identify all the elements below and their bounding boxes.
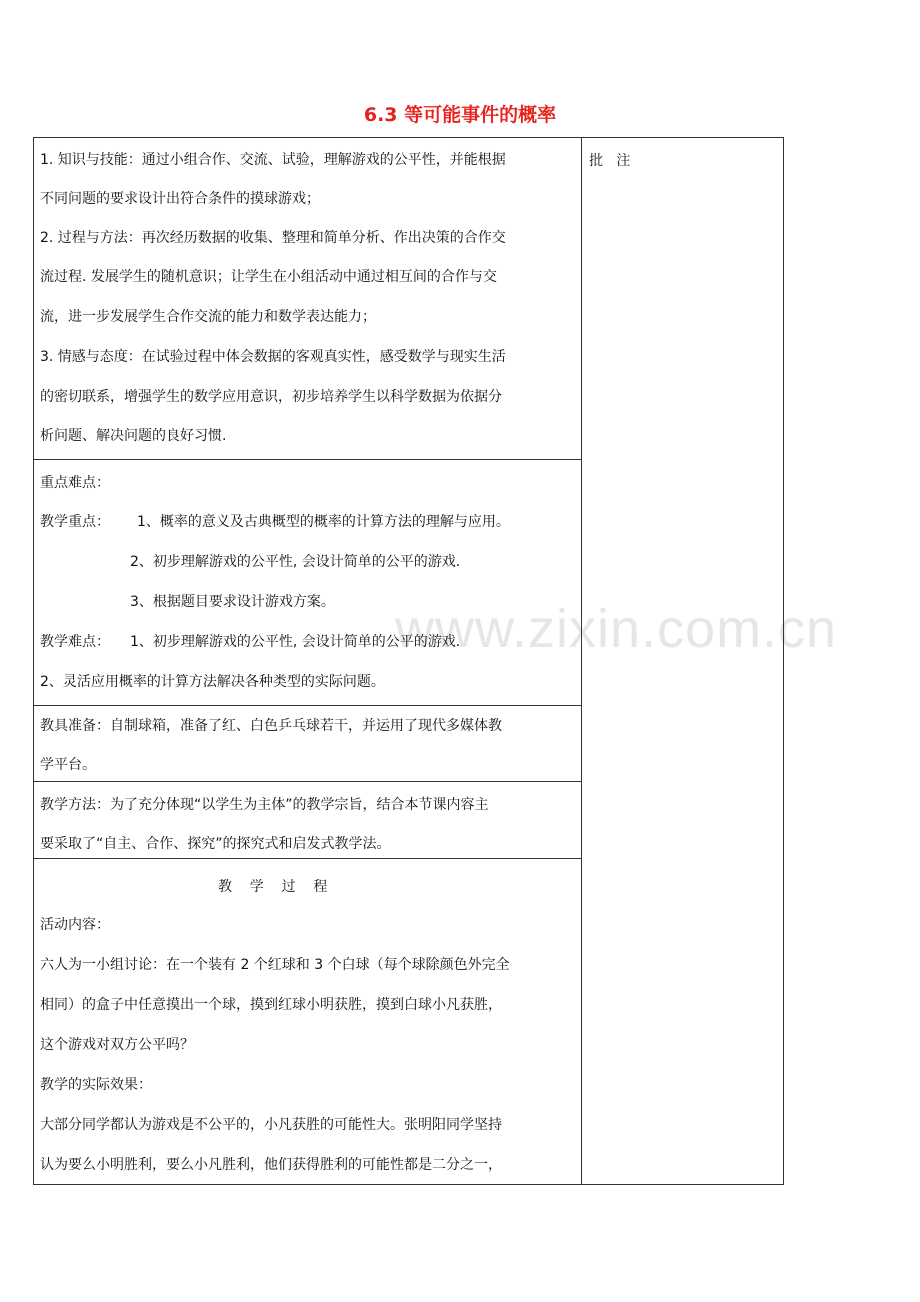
tools-line: 学平台。 [40, 757, 96, 773]
objective-line: 不同问题的要求设计出符合条件的摸球游戏； [40, 191, 320, 207]
key-points-heading: 重点难点： [40, 475, 110, 491]
focus-item: 2、初步理解游戏的公平性, 会设计简单的公平的游戏. [130, 554, 461, 570]
difficulty-item: 2、灵活应用概率的计算方法解决各种类型的实际问题。 [40, 674, 385, 690]
focus-item: 3、根据题目要求设计游戏方案。 [130, 594, 335, 610]
page-title: 6.3 等可能事件的概率 [363, 104, 557, 126]
objective-line: 的密切联系，增强学生的数学应用意识，初步培养学生以科学数据为依据分 [40, 389, 502, 405]
methods-line: 要采取了“自主、合作、探究”的探究式和启发式教学法。 [40, 836, 391, 852]
row-divider [34, 705, 581, 706]
effect-line: 认为要么小明胜利，要么小凡胜利，他们获得胜利的可能性都是二分之一， [40, 1157, 502, 1173]
row-divider [34, 781, 581, 782]
row-divider [34, 858, 581, 859]
activity-line: 六人为一小组讨论：在一个装有 2 个红球和 3 个白球（每个球除颜色外完全 [40, 957, 510, 973]
row-divider [34, 459, 581, 460]
difficulty-label: 教学难点： [40, 634, 110, 650]
watermark: www.zixin.com.cn [395, 599, 838, 659]
methods-line: 教学方法：为了充分体现“以学生为主体”的教学宗旨，结合本节课内容主 [40, 797, 489, 813]
activity-line: 这个游戏对双方公平吗？ [40, 1037, 194, 1053]
effect-label: 教学的实际效果： [40, 1077, 152, 1093]
effect-line: 大部分同学都认为游戏是不公平的，小凡获胜的可能性大。张明阳同学坚持 [40, 1117, 502, 1133]
difficulty-item: 1、初步理解游戏的公平性, 会设计简单的公平的游戏. [130, 634, 461, 650]
objective-line: 流过程. 发展学生的随机意识；让学生在小组活动中通过相互间的合作与交 [40, 269, 497, 285]
activity-label: 活动内容： [40, 917, 110, 933]
objective-line: 2. 过程与方法：再次经历数据的收集、整理和简单分析、作出决策的合作交 [40, 230, 506, 246]
tools-line: 教具准备：自制球箱，准备了红、白色乒乓球若干，并运用了现代多媒体教 [40, 718, 502, 734]
objective-line: 析问题、解决问题的良好习惯. [40, 428, 227, 444]
notes-header: 批 注 [589, 153, 631, 169]
lesson-table [33, 137, 784, 1185]
objective-line: 流，进一步发展学生合作交流的能力和数学表达能力； [40, 309, 376, 325]
focus-item: 1、概率的意义及古典概型的概率的计算方法的理解与应用。 [137, 514, 510, 530]
activity-line: 相同）的盒子中任意摸出一个球，摸到红球小明获胜，摸到白球小凡获胜， [40, 997, 502, 1013]
objective-line: 3. 情感与态度：在试验过程中体会数据的客观真实性，感受数学与现实生活 [40, 349, 506, 365]
focus-label: 教学重点： [40, 514, 110, 530]
process-heading: 教 学 过 程 [218, 879, 328, 895]
objective-line: 1. 知识与技能：通过小组合作、交流、试验，理解游戏的公平性，并能根据 [40, 152, 506, 168]
column-divider [581, 138, 582, 1184]
